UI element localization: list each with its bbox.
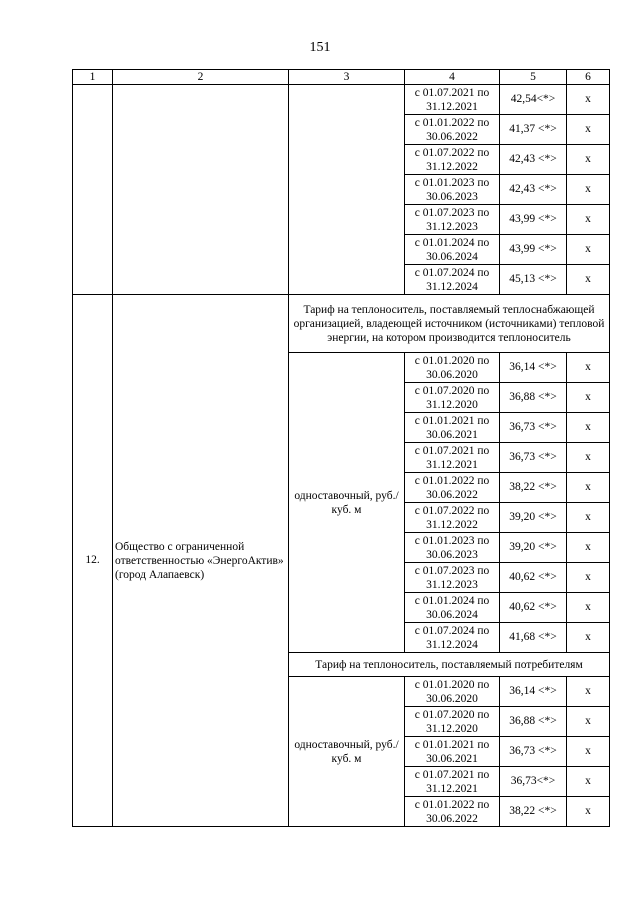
tariff-value: 42,43 <*>: [500, 145, 567, 175]
tariff-value: 42,43 <*>: [500, 175, 567, 205]
tariff-value: 43,99 <*>: [500, 205, 567, 235]
period-cell: с 01.07.2022 по 31.12.2022: [405, 145, 500, 175]
period-cell: с 01.01.2021 по 30.06.2021: [405, 737, 500, 767]
period-cell: с 01.01.2022 по 30.06.2022: [405, 473, 500, 503]
period-cell: с 01.01.2022 по 30.06.2022: [405, 797, 500, 827]
note-cell: х: [567, 383, 610, 413]
section-title: Тариф на теплоноситель, поставляемый потребителям: [289, 653, 610, 677]
period-cell: с 01.01.2020 по 30.06.2020: [405, 353, 500, 383]
note-cell: х: [567, 145, 610, 175]
organization-cell: [113, 85, 289, 295]
note-cell: х: [567, 235, 610, 265]
tariff-value: 36,73 <*>: [500, 413, 567, 443]
period-cell: с 01.01.2022 по 30.06.2022: [405, 115, 500, 145]
note-cell: х: [567, 115, 610, 145]
note-cell: х: [567, 353, 610, 383]
period-cell: с 01.07.2021 по 31.12.2021: [405, 85, 500, 115]
tariff-value: 36,73<*>: [500, 767, 567, 797]
tariff-table: [72, 69, 610, 827]
period-cell: с 01.01.2021 по 30.06.2021: [405, 413, 500, 443]
period-cell: с 01.07.2021 по 31.12.2021: [405, 443, 500, 473]
number-cell: [73, 85, 113, 295]
section-header-row: [73, 295, 610, 353]
note-cell: х: [567, 623, 610, 653]
period-cell: с 01.01.2023 по 30.06.2023: [405, 533, 500, 563]
column-header: 1: [73, 70, 113, 85]
note-cell: х: [567, 707, 610, 737]
tariff-value: 40,62 <*>: [500, 593, 567, 623]
note-cell: х: [567, 473, 610, 503]
tariff-value: 39,20 <*>: [500, 533, 567, 563]
note-cell: х: [567, 563, 610, 593]
period-cell: с 01.07.2020 по 31.12.2020: [405, 383, 500, 413]
tariff-value: 38,22 <*>: [500, 473, 567, 503]
tariff-value: 41,68 <*>: [500, 623, 567, 653]
tariff-value: 36,14 <*>: [500, 353, 567, 383]
row-number: 12.: [73, 295, 113, 827]
note-cell: х: [567, 265, 610, 295]
note-cell: х: [567, 413, 610, 443]
tariff-value: 43,99 <*>: [500, 235, 567, 265]
tariff-value: 45,13 <*>: [500, 265, 567, 295]
column-number-row: [73, 70, 610, 85]
organization-name: Общество с ограниченной ответственностью «ЭнергоАктив» (город Алапаевск): [113, 295, 289, 827]
period-cell: с 01.07.2022 по 31.12.2022: [405, 503, 500, 533]
tariff-value: 42,54<*>: [500, 85, 567, 115]
note-cell: х: [567, 533, 610, 563]
tariff-value: 40,62 <*>: [500, 563, 567, 593]
note-cell: х: [567, 737, 610, 767]
unit-label: одноставочный, руб./куб. м: [289, 353, 405, 653]
tariff-value: 36,88 <*>: [500, 383, 567, 413]
column-header: 3: [289, 70, 405, 85]
tariff-value: 39,20 <*>: [500, 503, 567, 533]
note-cell: х: [567, 205, 610, 235]
tariff-value: 36,88 <*>: [500, 707, 567, 737]
tariff-value: 38,22 <*>: [500, 797, 567, 827]
period-cell: с 01.07.2023 по 31.12.2023: [405, 205, 500, 235]
period-cell: с 01.01.2024 по 30.06.2024: [405, 235, 500, 265]
column-header: 5: [500, 70, 567, 85]
note-cell: х: [567, 767, 610, 797]
note-cell: х: [567, 503, 610, 533]
tariff-value: 36,73 <*>: [500, 443, 567, 473]
period-cell: с 01.01.2024 по 30.06.2024: [405, 593, 500, 623]
page-number: 151: [309, 40, 331, 55]
note-cell: х: [567, 443, 610, 473]
unit-label: одноставочный, руб./куб. м: [289, 677, 405, 827]
note-cell: х: [567, 797, 610, 827]
tariff-value: 36,14 <*>: [500, 677, 567, 707]
note-cell: х: [567, 593, 610, 623]
period-cell: с 01.07.2024 по 31.12.2024: [405, 265, 500, 295]
section-title: Тариф на теплоноситель, поставляемый теплоснабжающей организацией, владеющей источником (источниками) тепловой энергии, на котором производится теплоноситель: [289, 295, 610, 353]
note-cell: х: [567, 85, 610, 115]
table-row: [73, 85, 610, 115]
period-cell: с 01.07.2024 по 31.12.2024: [405, 623, 500, 653]
note-cell: х: [567, 677, 610, 707]
period-cell: с 01.01.2023 по 30.06.2023: [405, 175, 500, 205]
column-header: 2: [113, 70, 289, 85]
period-cell: с 01.01.2020 по 30.06.2020: [405, 677, 500, 707]
period-cell: с 01.07.2020 по 31.12.2020: [405, 707, 500, 737]
period-cell: с 01.07.2021 по 31.12.2021: [405, 767, 500, 797]
unit-cell: [289, 85, 405, 295]
column-header: 6: [567, 70, 610, 85]
tariff-value: 41,37 <*>: [500, 115, 567, 145]
note-cell: х: [567, 175, 610, 205]
tariff-value: 36,73 <*>: [500, 737, 567, 767]
column-header: 4: [405, 70, 500, 85]
period-cell: с 01.07.2023 по 31.12.2023: [405, 563, 500, 593]
